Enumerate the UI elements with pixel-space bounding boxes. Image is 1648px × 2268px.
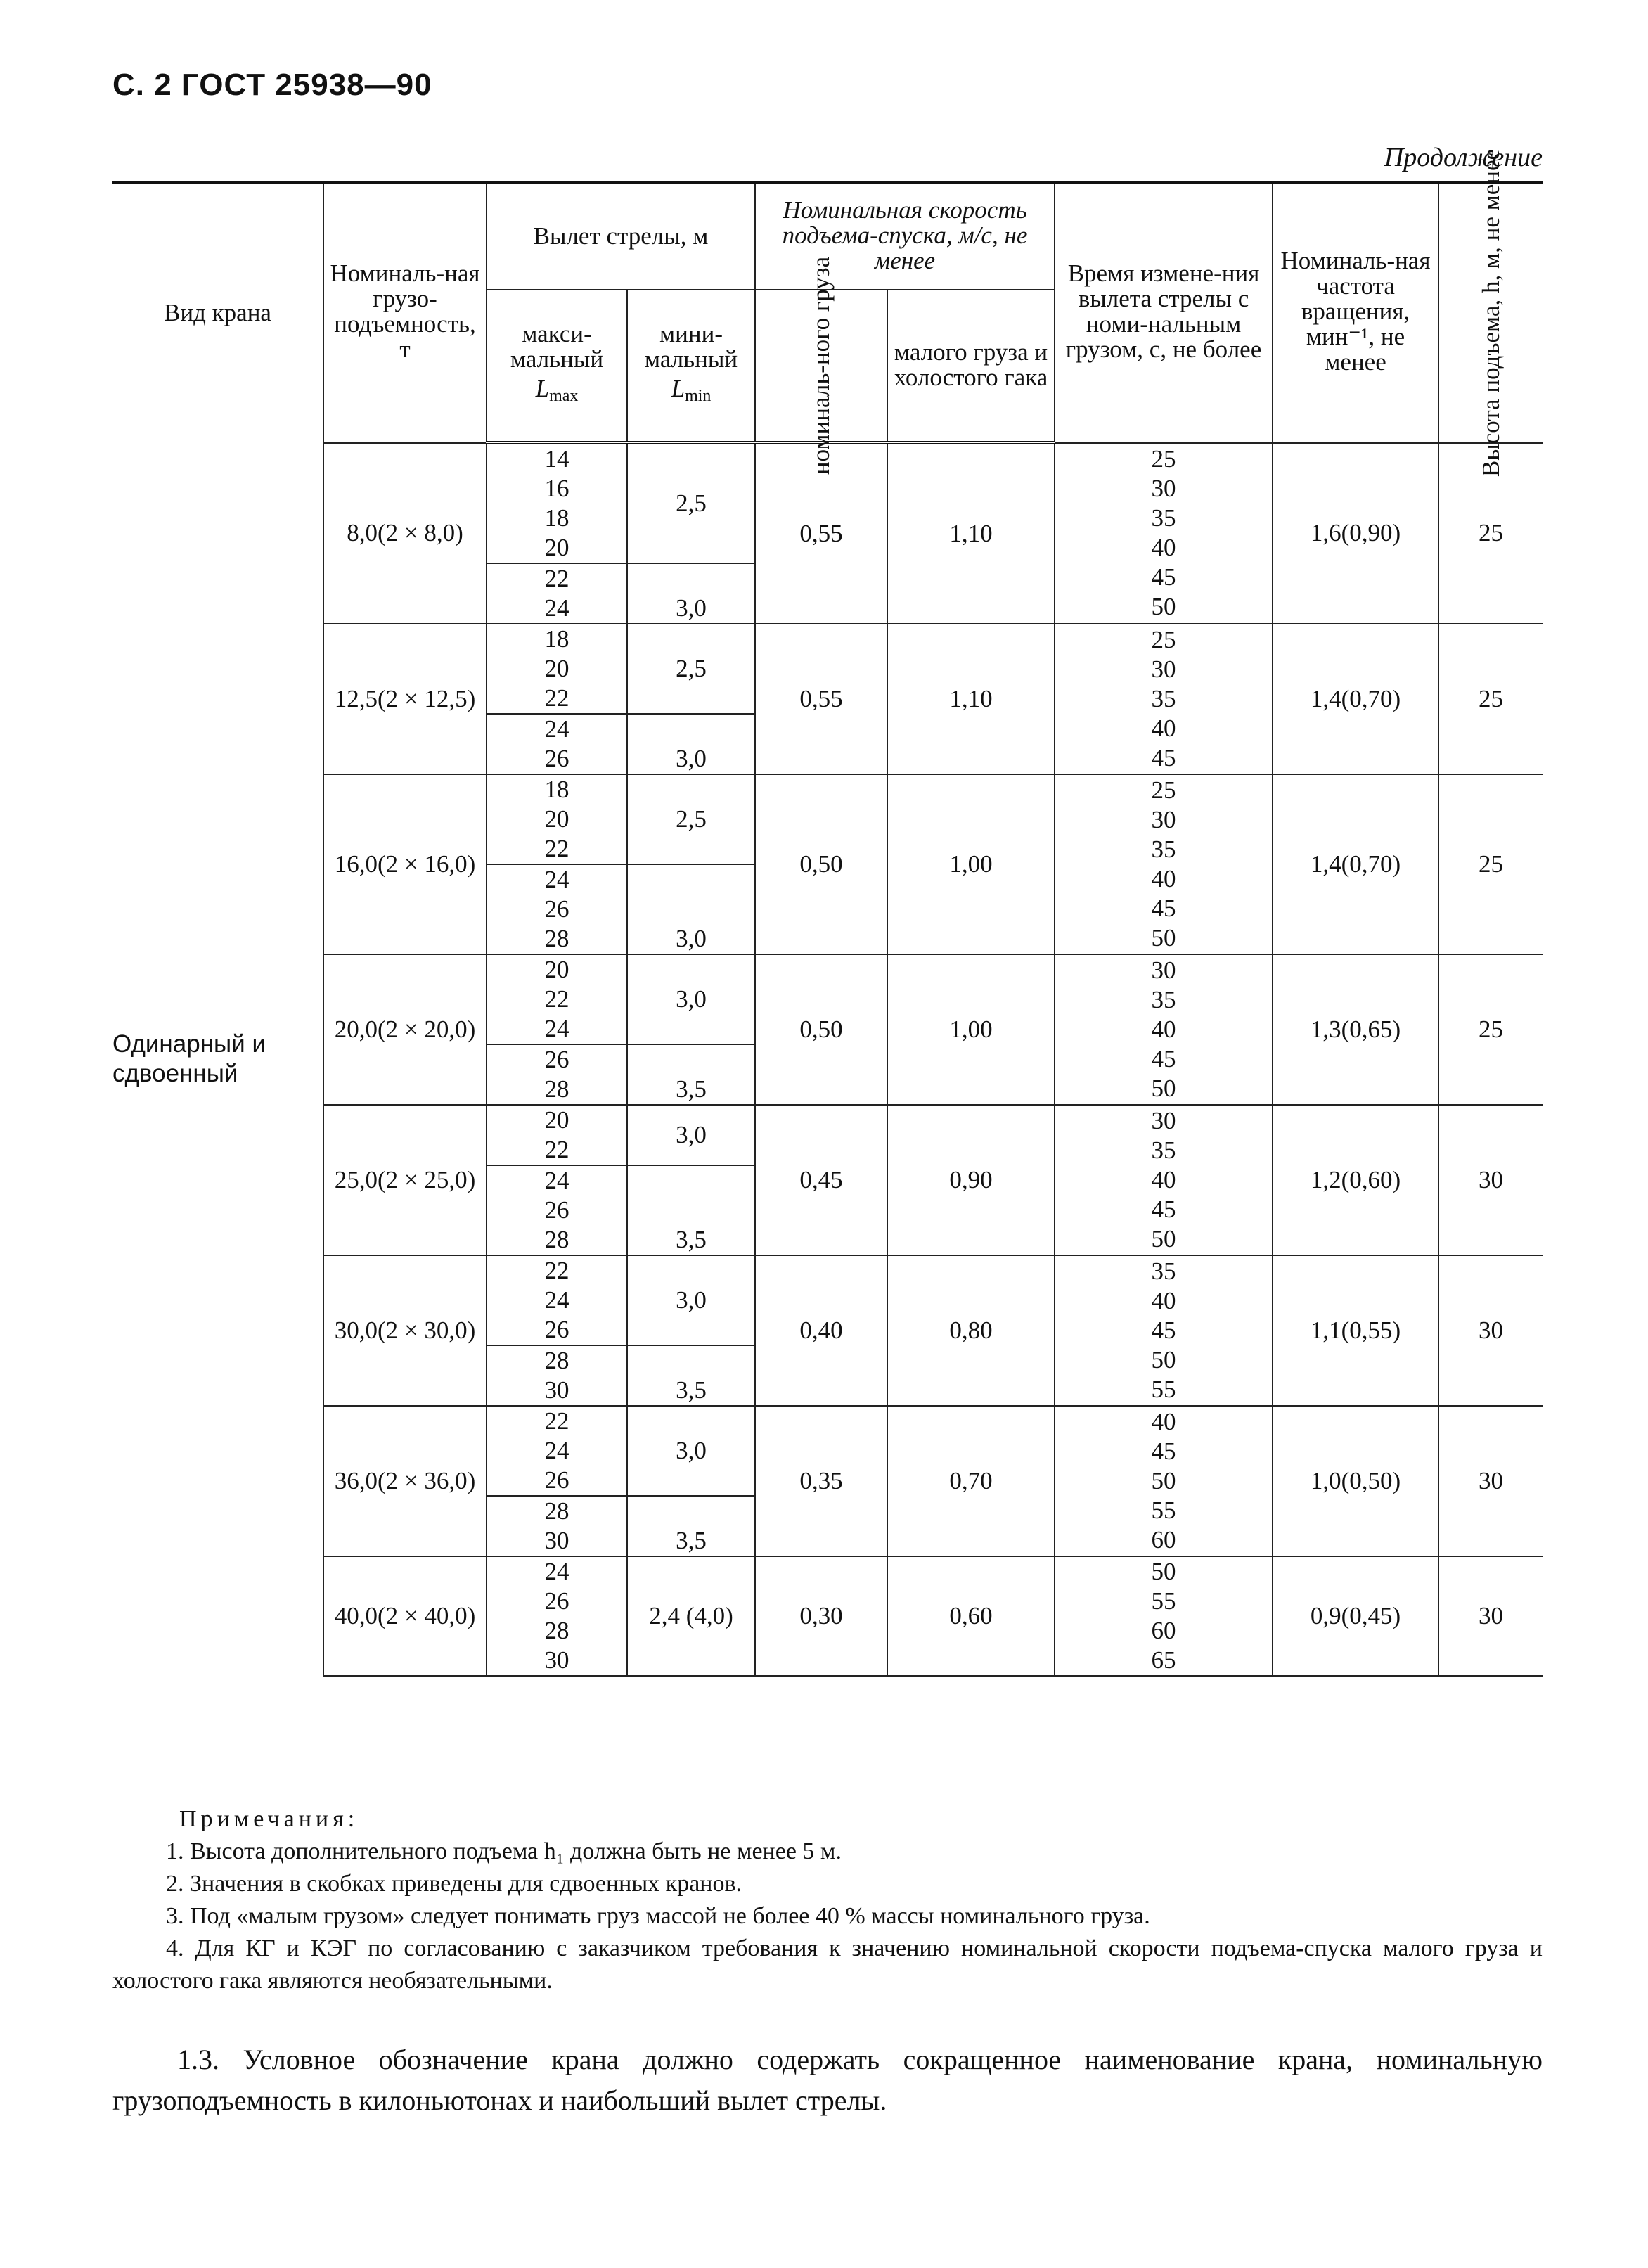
cell-value: (0,55) bbox=[1341, 1316, 1401, 1344]
cell-value: 18 bbox=[544, 504, 569, 532]
rotation-cell bbox=[1273, 624, 1438, 774]
table-row bbox=[112, 1406, 1543, 1496]
capacity-cell bbox=[323, 1105, 487, 1255]
cell-value: (2 × 20,0) bbox=[377, 1016, 476, 1043]
height-cell: 30 bbox=[1438, 1556, 1543, 1676]
cell-value: 55 bbox=[1151, 1497, 1176, 1524]
time-cell bbox=[1055, 1406, 1273, 1556]
reach-min-cell: 3,0 bbox=[627, 1406, 755, 1496]
reach-max-cell bbox=[487, 1345, 627, 1406]
header-time: Время измене-ния вылета стрелы с номи-нальным грузом, с, не более bbox=[1055, 183, 1273, 443]
cell-value: 14 bbox=[544, 445, 569, 473]
cell-value: 25 bbox=[1151, 626, 1176, 653]
cell-value: 45 bbox=[1151, 563, 1176, 591]
rotation-cell bbox=[1273, 954, 1438, 1105]
rotation-cell bbox=[1273, 443, 1438, 624]
height-cell: 30 bbox=[1438, 1105, 1543, 1255]
reach-min-cell: 3,0 bbox=[627, 1105, 755, 1165]
height-cell: 25 bbox=[1438, 774, 1543, 954]
cell-value: 24 bbox=[544, 1015, 569, 1042]
time-cell bbox=[1055, 624, 1273, 774]
cell-value: 28 bbox=[544, 925, 569, 952]
reach-min-cell: 3,5 bbox=[627, 1044, 755, 1105]
speed-nominal-cell: 0,55 bbox=[755, 443, 887, 624]
capacity-cell bbox=[323, 1406, 487, 1556]
cell-value: 1,0 bbox=[1310, 1467, 1341, 1494]
cell-value: 20,0 bbox=[334, 1016, 378, 1043]
header-rotation: Номиналь-ная частота вращения, мин⁻¹, не менее bbox=[1273, 183, 1438, 443]
cell-value: (2 × 36,0) bbox=[377, 1467, 476, 1494]
cell-value: 30 bbox=[1151, 1107, 1176, 1134]
cell-value: 40 bbox=[1151, 1287, 1176, 1314]
notes-title: Примечания: bbox=[179, 1806, 359, 1832]
cell-value: 26 bbox=[544, 1466, 569, 1494]
cell-value: 28 bbox=[544, 1617, 569, 1644]
cell-value: 50 bbox=[1151, 1225, 1176, 1252]
cell-value: 35 bbox=[1151, 1136, 1176, 1164]
time-cell bbox=[1055, 443, 1273, 624]
cell-value: 28 bbox=[544, 1347, 569, 1374]
cell-value: 25,0 bbox=[334, 1166, 378, 1193]
reach-min-cell: 2,5 bbox=[627, 624, 755, 714]
cell-value: 50 bbox=[1151, 1075, 1176, 1102]
table-row bbox=[112, 774, 1543, 864]
speed-nominal-cell: 0,45 bbox=[755, 1105, 887, 1255]
continuation-label: Продолжение bbox=[1384, 143, 1543, 172]
speed-nominal-cell: 0,50 bbox=[755, 954, 887, 1105]
cell-value: 26 bbox=[544, 1196, 569, 1224]
time-cell bbox=[1055, 1556, 1273, 1676]
cell-value: 50 bbox=[1151, 1467, 1176, 1494]
cell-value: 25 bbox=[1151, 445, 1176, 473]
reach-min-cell: 3,0 bbox=[627, 1255, 755, 1345]
reach-min-cell: 3,5 bbox=[627, 1496, 755, 1556]
cell-value: 18 bbox=[544, 625, 569, 653]
speed-small-cell: 0,80 bbox=[887, 1255, 1055, 1406]
reach-min-cell: 3,0 bbox=[627, 714, 755, 774]
cell-value: (0,65) bbox=[1341, 1016, 1401, 1043]
header-reach-max: макси-мальный Lmax bbox=[487, 290, 627, 443]
speed-small-cell: 0,60 bbox=[887, 1556, 1055, 1676]
reach-max-cell bbox=[487, 864, 627, 954]
cell-value: 40 bbox=[1151, 1166, 1176, 1193]
height-cell: 25 bbox=[1438, 624, 1543, 774]
note-item: 2. Значения в скобках приведены для сдвоенных кранов. bbox=[166, 1871, 742, 1897]
cell-value: 12,5 bbox=[334, 685, 378, 712]
header-reach-min: мини-мальный Lmin bbox=[627, 290, 755, 443]
cell-value: 8,0 bbox=[347, 519, 378, 547]
cell-value: 26 bbox=[544, 1316, 569, 1343]
reach-max-cell bbox=[487, 1496, 627, 1556]
capacity-cell bbox=[323, 774, 487, 954]
cell-value: 45 bbox=[1151, 895, 1176, 922]
rotation-cell bbox=[1273, 774, 1438, 954]
reach-max-cell bbox=[487, 714, 627, 774]
speed-nominal-cell: 0,35 bbox=[755, 1406, 887, 1556]
cell-value: 30 bbox=[544, 1646, 569, 1674]
note-item: 4. Для КГ и КЭГ по согласованию с заказчиком требования к значению номинальной скорости подъема-спуска малого груза и холостого гака являются необязательными. bbox=[112, 1935, 1543, 1994]
reach-max-cell bbox=[487, 624, 627, 714]
reach-min-cell: 3,5 bbox=[627, 1345, 755, 1406]
cell-value: 1,4 bbox=[1310, 685, 1341, 712]
cell-value: 50 bbox=[1151, 924, 1176, 952]
reach-min-cell: 2,5 bbox=[627, 774, 755, 864]
cell-value: 50 bbox=[1151, 593, 1176, 621]
cell-value: (0,70) bbox=[1341, 685, 1401, 712]
speed-small-cell: 0,90 bbox=[887, 1105, 1055, 1255]
cell-value: 55 bbox=[1151, 1587, 1176, 1615]
reach-min-cell: 3,5 bbox=[627, 1165, 755, 1255]
cell-value: 40 bbox=[1151, 715, 1176, 742]
rotation-cell bbox=[1273, 1255, 1438, 1406]
cell-value: 24 bbox=[544, 1558, 569, 1585]
reach-max-cell bbox=[487, 1044, 627, 1105]
speed-small-cell: 1,00 bbox=[887, 774, 1055, 954]
reach-max-cell bbox=[487, 1105, 627, 1165]
cell-value: 24 bbox=[544, 1286, 569, 1314]
time-cell bbox=[1055, 774, 1273, 954]
cell-value: 30 bbox=[544, 1376, 569, 1404]
note-item: 3. Под «малым грузом» следует понимать груз массой не более 40 % массы номинального груза. bbox=[166, 1903, 1150, 1929]
speed-nominal-cell: 0,30 bbox=[755, 1556, 887, 1676]
time-cell bbox=[1055, 1255, 1273, 1406]
cell-value: 45 bbox=[1151, 1316, 1176, 1344]
cell-value: 26 bbox=[544, 1587, 569, 1615]
cell-value: 45 bbox=[1151, 1045, 1176, 1072]
capacity-cell bbox=[323, 443, 487, 624]
cell-value: 30 bbox=[544, 1527, 569, 1554]
height-cell: 25 bbox=[1438, 954, 1543, 1105]
cell-value: 30 bbox=[1151, 475, 1176, 503]
cell-value: (0,60) bbox=[1341, 1166, 1401, 1193]
header-height: Высота подъема, h, м, не менее bbox=[1438, 183, 1543, 443]
reach-max-cell bbox=[487, 443, 627, 564]
speed-small-cell: 1,10 bbox=[887, 443, 1055, 624]
cell-value: 22 bbox=[544, 565, 569, 592]
cell-value: 28 bbox=[544, 1497, 569, 1525]
cell-value: (2 × 8,0) bbox=[377, 519, 463, 547]
cell-value: 22 bbox=[544, 1407, 569, 1435]
cell-value: 30 bbox=[1151, 956, 1176, 984]
cell-value: (2 × 30,0) bbox=[377, 1316, 476, 1344]
height-cell: 30 bbox=[1438, 1255, 1543, 1406]
cell-value: 40,0 bbox=[334, 1602, 378, 1629]
reach-max-cell bbox=[487, 1556, 627, 1676]
cell-value: 40 bbox=[1151, 1016, 1176, 1043]
cell-value: 1,1 bbox=[1310, 1316, 1341, 1344]
table-row bbox=[112, 1105, 1543, 1165]
reach-min-cell: 3,0 bbox=[627, 563, 755, 624]
reach-max-cell bbox=[487, 1406, 627, 1496]
reach-max-cell bbox=[487, 774, 627, 864]
cell-value: 28 bbox=[544, 1075, 569, 1103]
rotation-cell bbox=[1273, 1105, 1438, 1255]
speed-small-cell: 0,70 bbox=[887, 1406, 1055, 1556]
cell-value: 20 bbox=[544, 534, 569, 561]
notes-block bbox=[112, 1803, 1543, 1997]
speed-nominal-cell: 0,55 bbox=[755, 624, 887, 774]
table-row bbox=[112, 1556, 1543, 1676]
table-row bbox=[112, 1255, 1543, 1345]
cell-value: 24 bbox=[544, 715, 569, 743]
cell-value: 16 bbox=[544, 475, 569, 502]
cell-value: 24 bbox=[544, 594, 569, 622]
cell-value: 40 bbox=[1151, 865, 1176, 892]
cell-value: 22 bbox=[544, 835, 569, 862]
cell-value: 30,0 bbox=[334, 1316, 378, 1344]
reach-max-cell bbox=[487, 1255, 627, 1345]
header-crane-type: Вид крана bbox=[112, 183, 323, 443]
cell-value: 28 bbox=[544, 1226, 569, 1253]
height-cell: 30 bbox=[1438, 1406, 1543, 1556]
capacity-cell bbox=[323, 1255, 487, 1406]
cell-value: (0,90) bbox=[1341, 519, 1401, 547]
reach-min-cell: 2,5 bbox=[627, 443, 755, 564]
table-body bbox=[112, 443, 1543, 1677]
cell-value: (2 × 25,0) bbox=[377, 1166, 476, 1193]
rotation-cell bbox=[1273, 1406, 1438, 1556]
reach-max-cell bbox=[487, 563, 627, 624]
cell-value: 26 bbox=[544, 745, 569, 772]
time-cell bbox=[1055, 1105, 1273, 1255]
speed-nominal-cell: 0,50 bbox=[755, 774, 887, 954]
cell-value: 1,6 bbox=[1310, 519, 1341, 547]
height-cell: 25 bbox=[1438, 443, 1543, 624]
cell-value: 24 bbox=[544, 866, 569, 893]
cell-value: 1,4 bbox=[1310, 850, 1341, 878]
cell-value: (0,70) bbox=[1341, 850, 1401, 878]
cell-value: 20 bbox=[544, 805, 569, 833]
section-1-3: 1.3. Условное обозначение крана должно содержать сокращенное наименование крана, номинальную грузоподъемность в килоньютонах и наибольший вылет стрелы. bbox=[112, 2044, 1543, 2116]
cell-value: 24 bbox=[544, 1167, 569, 1194]
time-cell bbox=[1055, 954, 1273, 1105]
cell-value: (2 × 40,0) bbox=[377, 1602, 476, 1629]
cell-value: (0,45) bbox=[1341, 1602, 1401, 1629]
header-capacity: Номиналь-ная грузо-подъемность, т bbox=[323, 183, 487, 443]
cell-value: 40 bbox=[1151, 534, 1176, 562]
capacity-cell bbox=[323, 1556, 487, 1676]
reach-max-cell bbox=[487, 1165, 627, 1255]
cell-value: 25 bbox=[1151, 776, 1176, 804]
cell-value: (2 × 16,0) bbox=[377, 850, 476, 878]
crane-type-cell: Одинарный и сдвоенный bbox=[112, 443, 323, 1677]
cell-value: 20 bbox=[544, 956, 569, 983]
cell-value: 22 bbox=[544, 1136, 569, 1163]
cell-value: (0,50) bbox=[1341, 1467, 1401, 1494]
rotation-cell bbox=[1273, 1556, 1438, 1676]
cell-value: 22 bbox=[544, 1257, 569, 1284]
cell-value: (2 × 12,5) bbox=[377, 685, 476, 712]
cell-value: 20 bbox=[544, 655, 569, 682]
cell-value: 16,0 bbox=[334, 850, 378, 878]
page-header: С. 2 ГОСТ 25938—90 bbox=[112, 68, 432, 102]
header-reach: Вылет стрелы, м bbox=[487, 183, 755, 290]
cell-value: 35 bbox=[1151, 685, 1176, 712]
speed-small-cell: 1,10 bbox=[887, 624, 1055, 774]
cell-value: 50 bbox=[1151, 1558, 1176, 1585]
reach-min-cell: 2,4 (4,0) bbox=[627, 1556, 755, 1676]
table-row bbox=[112, 954, 1543, 1044]
cell-value: 35 bbox=[1151, 835, 1176, 863]
reach-min-cell: 3,0 bbox=[627, 954, 755, 1044]
cell-value: 20 bbox=[544, 1106, 569, 1134]
header-speed-nominal: номиналь-ного груза bbox=[755, 290, 887, 443]
cell-value: 22 bbox=[544, 985, 569, 1013]
capacity-cell bbox=[323, 954, 487, 1105]
cell-value: 30 bbox=[1151, 806, 1176, 833]
cell-value: 0,9 bbox=[1310, 1602, 1341, 1629]
cell-value: 65 bbox=[1151, 1646, 1176, 1674]
cell-value: 30 bbox=[1151, 655, 1176, 683]
table-row bbox=[112, 624, 1543, 714]
header-speed: Номинальная скорость подъема-спуска, м/с, не менее bbox=[755, 183, 1055, 290]
cell-value: 18 bbox=[544, 776, 569, 803]
cell-value: 45 bbox=[1151, 1437, 1176, 1465]
speed-nominal-cell: 0,40 bbox=[755, 1255, 887, 1406]
cell-value: 60 bbox=[1151, 1617, 1176, 1644]
speed-small-cell: 1,00 bbox=[887, 954, 1055, 1105]
cell-value: 45 bbox=[1151, 1196, 1176, 1223]
capacity-cell bbox=[323, 624, 487, 774]
reach-min-cell: 3,0 bbox=[627, 864, 755, 954]
cell-value: 1,2 bbox=[1310, 1166, 1341, 1193]
cell-value: 22 bbox=[544, 684, 569, 712]
note-item: 1. Высота дополнительного подъема h₁ должна быть не менее 5 м. bbox=[166, 1838, 842, 1864]
cell-value: 50 bbox=[1151, 1346, 1176, 1373]
cell-value: 24 bbox=[544, 1437, 569, 1464]
cell-value: 45 bbox=[1151, 744, 1176, 771]
cell-value: 26 bbox=[544, 1046, 569, 1073]
cell-value: 26 bbox=[544, 895, 569, 923]
reach-max-cell bbox=[487, 954, 627, 1044]
cell-value: 60 bbox=[1151, 1526, 1176, 1553]
cell-value: 1,3 bbox=[1310, 1016, 1341, 1043]
cell-value: 35 bbox=[1151, 504, 1176, 532]
cell-value: 40 bbox=[1151, 1408, 1176, 1435]
header-speed-small: малого груза и холостого гака bbox=[887, 290, 1055, 443]
cell-value: 55 bbox=[1151, 1376, 1176, 1403]
cell-value: 36,0 bbox=[334, 1467, 378, 1494]
cell-value: 35 bbox=[1151, 986, 1176, 1013]
cell-value: 35 bbox=[1151, 1257, 1176, 1285]
